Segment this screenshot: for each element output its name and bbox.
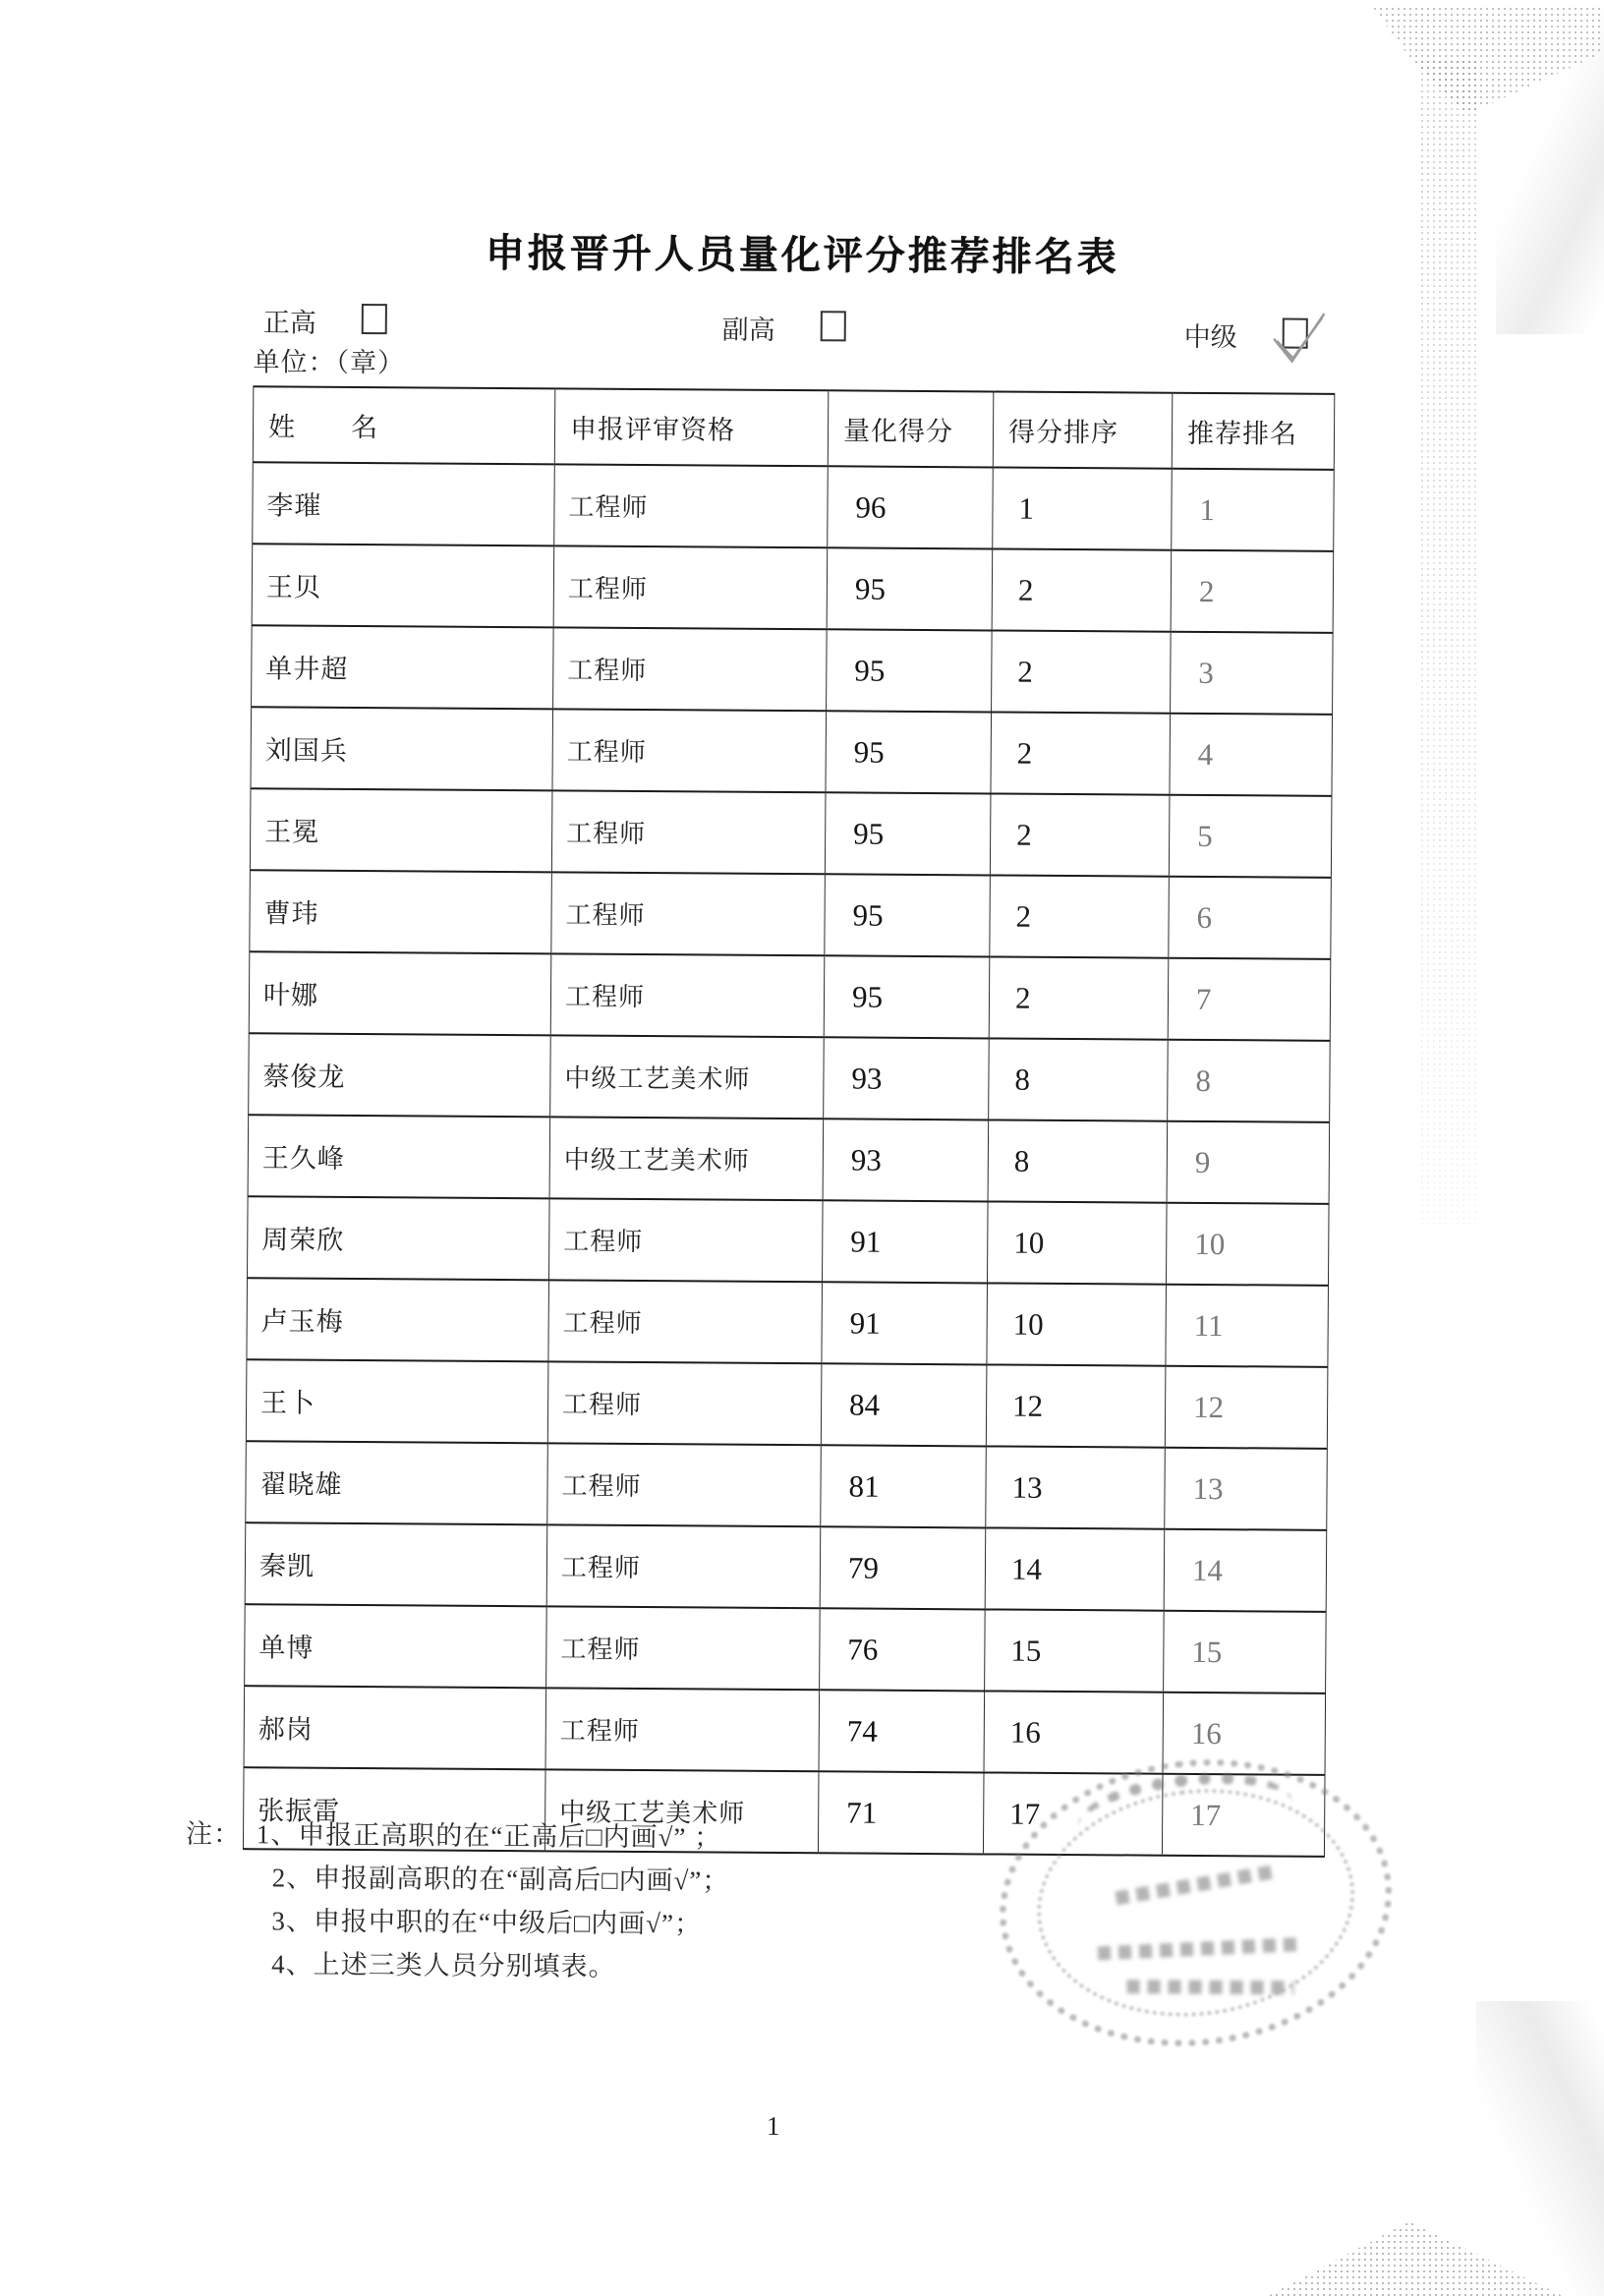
checkbox-label-zhenggao: 正高 bbox=[262, 308, 316, 338]
name-cell: 卢玉梅 bbox=[247, 1278, 549, 1361]
score-rank-cell: 14 bbox=[985, 1527, 1165, 1610]
recommend-rank-cell: 4 bbox=[1170, 714, 1333, 796]
score-rank-cell: 2 bbox=[992, 630, 1172, 713]
qualification-cell: 中级工艺美术师 bbox=[550, 1035, 825, 1119]
name-cell: 李璀 bbox=[253, 462, 555, 545]
ranking-table bbox=[243, 385, 1335, 1858]
recommend-rank-cell: 16 bbox=[1163, 1693, 1326, 1775]
recommend-rank-cell: 7 bbox=[1168, 958, 1331, 1041]
name-cell: 郝岗 bbox=[244, 1686, 546, 1769]
name-cell: 王贝 bbox=[252, 544, 554, 627]
qualification-cell: 工程师 bbox=[547, 1443, 822, 1526]
score-rank-cell: 15 bbox=[985, 1609, 1165, 1692]
qualification-cell: 工程师 bbox=[548, 1198, 823, 1282]
recommend-rank-cell: 2 bbox=[1171, 550, 1334, 633]
score-rank-cell: 8 bbox=[988, 1119, 1168, 1202]
footnotes bbox=[185, 1812, 730, 1989]
score-cell: 76 bbox=[820, 1608, 986, 1691]
score-cell: 79 bbox=[820, 1526, 986, 1609]
name-cell: 王冕 bbox=[250, 788, 552, 872]
recommend-rank-cell: 15 bbox=[1164, 1611, 1327, 1693]
footnote-line bbox=[271, 1942, 729, 1988]
name-cell: 蔡俊龙 bbox=[249, 1033, 551, 1117]
stamp-illegible-text bbox=[1127, 1980, 1294, 1994]
score-cell: 91 bbox=[822, 1200, 988, 1283]
header-recommend-rank: 推荐排名 bbox=[1172, 393, 1335, 470]
checkbox-group-zhongji bbox=[1184, 316, 1308, 355]
ranking-table-wrap bbox=[243, 385, 1335, 1858]
checkbox-group-zhenggao bbox=[263, 301, 387, 340]
qualification-cell: 中级工艺美术师 bbox=[549, 1117, 824, 1200]
name-cell: 叶娜 bbox=[249, 951, 551, 1035]
stamp-illegible-text bbox=[1098, 1937, 1304, 1961]
recommend-rank-cell: 5 bbox=[1169, 795, 1332, 878]
table-row bbox=[251, 707, 1333, 796]
score-cell: 95 bbox=[827, 547, 993, 630]
page-number: 1 bbox=[766, 2110, 780, 2141]
name-cell: 王久峰 bbox=[248, 1115, 550, 1198]
table-row bbox=[249, 951, 1331, 1041]
score-rank-cell: 2 bbox=[989, 956, 1169, 1039]
score-cell: 74 bbox=[819, 1690, 985, 1772]
footnote-prefix: 注： bbox=[185, 1818, 242, 1850]
qualification-cell: 工程师 bbox=[551, 872, 826, 955]
checkbox-fugao bbox=[821, 311, 846, 341]
table-row bbox=[244, 1686, 1326, 1775]
recommend-rank-cell: 11 bbox=[1166, 1285, 1329, 1367]
qualification-cell: 工程师 bbox=[553, 545, 828, 629]
footnote-item-2: 2、申报副高职的在“副高后□内画√”； bbox=[271, 1863, 730, 1896]
unit-seal-label: 单位：（章） bbox=[253, 347, 406, 378]
qualification-cell: 中级工艺美术师 bbox=[544, 1769, 819, 1853]
qualification-cell: 工程师 bbox=[547, 1361, 822, 1445]
footnote-item-3: 3、申报中职的在“中级后□内画√”； bbox=[271, 1906, 703, 1939]
table-row bbox=[250, 870, 1332, 959]
footnote-line bbox=[272, 1856, 730, 1902]
name-cell: 周荣欣 bbox=[248, 1196, 550, 1280]
stamp-illegible-text bbox=[1115, 1866, 1272, 1905]
checkbox-zhenggao bbox=[362, 304, 387, 334]
table-row bbox=[253, 462, 1335, 551]
handwritten-checkmark-icon bbox=[1268, 310, 1331, 374]
recommend-rank-cell: 14 bbox=[1164, 1529, 1327, 1612]
score-rank-cell: 8 bbox=[989, 1038, 1169, 1120]
score-rank-cell: 10 bbox=[987, 1201, 1167, 1284]
recommend-rank-cell: 13 bbox=[1165, 1448, 1328, 1530]
score-cell: 95 bbox=[824, 955, 990, 1038]
qualification-cell: 工程师 bbox=[552, 709, 827, 792]
footnote-line bbox=[271, 1899, 729, 1945]
table-row bbox=[246, 1359, 1328, 1449]
table-row bbox=[247, 1278, 1329, 1367]
qualification-cell: 工程师 bbox=[548, 1280, 823, 1363]
recommend-rank-cell: 17 bbox=[1162, 1774, 1325, 1857]
footnote-item-4: 4、上述三类人员分别填表。 bbox=[271, 1949, 616, 1981]
score-rank-cell: 2 bbox=[991, 712, 1171, 794]
score-cell: 95 bbox=[827, 629, 993, 712]
qualification-cell: 工程师 bbox=[546, 1524, 821, 1608]
name-cell: 刘国兵 bbox=[251, 707, 553, 790]
recommend-rank-cell: 6 bbox=[1169, 877, 1332, 959]
footnote-item-1: 1、申报正高职的在“正高后□内画√” ； bbox=[256, 1819, 722, 1853]
recommend-rank-cell: 8 bbox=[1168, 1040, 1331, 1122]
table-row bbox=[249, 1033, 1331, 1122]
header-score: 量化得分 bbox=[828, 390, 994, 467]
table-row bbox=[248, 1196, 1330, 1286]
score-cell: 91 bbox=[822, 1282, 988, 1364]
score-cell: 93 bbox=[823, 1119, 989, 1201]
table-row bbox=[252, 544, 1334, 633]
qualification-cell: 工程师 bbox=[550, 953, 825, 1037]
score-cell: 81 bbox=[821, 1445, 987, 1527]
name-cell: 单井超 bbox=[252, 625, 554, 709]
score-rank-cell: 2 bbox=[992, 548, 1172, 631]
score-rank-cell: 2 bbox=[990, 793, 1170, 876]
table-row bbox=[245, 1604, 1327, 1693]
name-cell: 张振雷 bbox=[243, 1767, 545, 1851]
score-cell: 93 bbox=[824, 1037, 990, 1119]
name-cell: 秦凯 bbox=[245, 1522, 547, 1606]
score-cell: 95 bbox=[825, 792, 991, 875]
name-cell: 曹玮 bbox=[250, 870, 552, 953]
recommend-rank-cell: 10 bbox=[1166, 1203, 1329, 1286]
checkbox-label-zhongji: 中级 bbox=[1183, 321, 1237, 353]
score-rank-cell: 1 bbox=[993, 467, 1173, 549]
header-qualification: 申报评审资格 bbox=[554, 388, 829, 466]
score-cell: 95 bbox=[826, 711, 992, 793]
table-row bbox=[250, 788, 1332, 878]
name-cell: 翟晓雄 bbox=[246, 1441, 548, 1524]
recommend-rank-cell: 1 bbox=[1172, 469, 1335, 551]
name-cell: 王卜 bbox=[246, 1359, 548, 1443]
footnote-line bbox=[186, 1812, 730, 1860]
score-rank-cell: 16 bbox=[984, 1691, 1164, 1773]
score-cell: 95 bbox=[825, 874, 991, 956]
document-title: 申报晋升人员量化评分推荐排名表 bbox=[485, 231, 1119, 280]
qualification-cell: 工程师 bbox=[553, 627, 828, 711]
qualification-cell: 工程师 bbox=[546, 1606, 821, 1690]
table-row bbox=[252, 625, 1334, 715]
checkbox-zhongji bbox=[1283, 318, 1308, 349]
recommend-rank-cell: 9 bbox=[1167, 1121, 1330, 1204]
qualification-cell: 工程师 bbox=[551, 790, 826, 874]
score-cell: 96 bbox=[828, 466, 994, 548]
qualification-cell: 工程师 bbox=[554, 464, 829, 547]
qualification-cell: 工程师 bbox=[545, 1688, 820, 1771]
table-row bbox=[245, 1522, 1327, 1612]
score-rank-cell: 17 bbox=[983, 1772, 1163, 1855]
score-rank-cell: 13 bbox=[986, 1446, 1166, 1528]
table-row bbox=[246, 1441, 1328, 1530]
score-rank-cell: 10 bbox=[987, 1283, 1167, 1365]
score-cell: 84 bbox=[821, 1363, 987, 1446]
score-cell: 71 bbox=[818, 1771, 984, 1854]
table-header-row bbox=[253, 386, 1335, 470]
recommend-rank-cell: 3 bbox=[1171, 632, 1334, 715]
table-row bbox=[248, 1115, 1330, 1204]
recommend-rank-cell: 12 bbox=[1165, 1366, 1328, 1449]
score-rank-cell: 2 bbox=[990, 875, 1170, 957]
header-name: 姓 名 bbox=[253, 386, 555, 464]
score-rank-cell: 12 bbox=[986, 1364, 1166, 1447]
checkbox-group-fugao bbox=[722, 309, 846, 348]
checkbox-label-fugao: 副高 bbox=[721, 315, 775, 345]
name-cell: 单博 bbox=[245, 1604, 547, 1688]
header-score-rank: 得分排序 bbox=[993, 391, 1173, 468]
